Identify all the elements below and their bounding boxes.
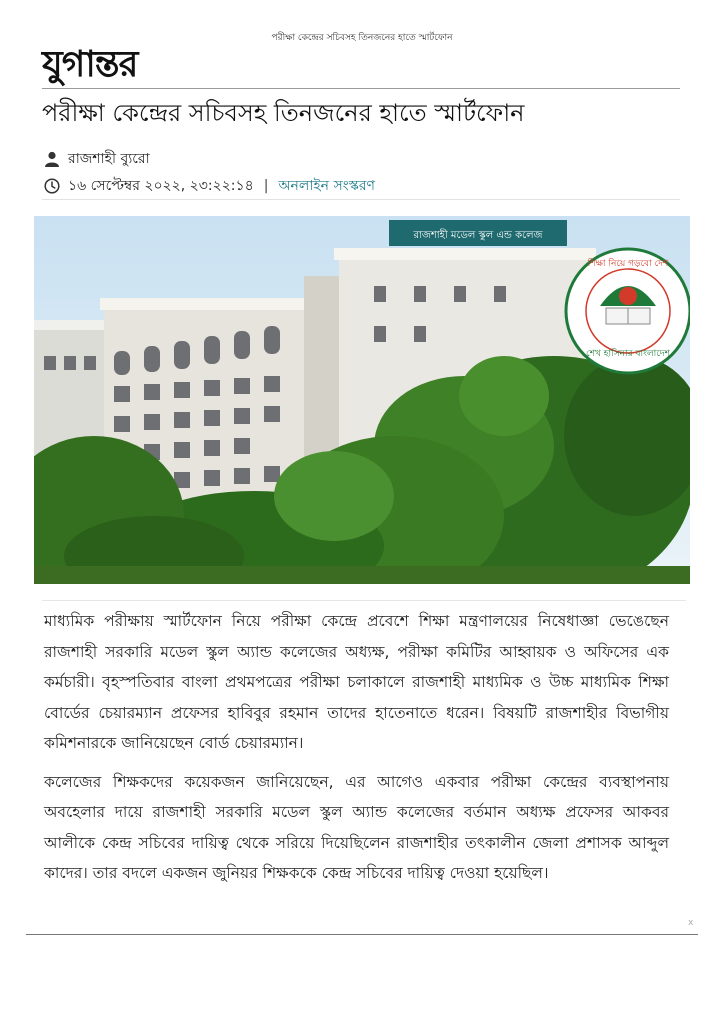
page-caption: পরীক্ষা কেন্দ্রের সচিবসহ তিনজনের হাতে স্মার্টফোন [271, 33, 453, 43]
footer-divider [26, 934, 698, 935]
photo-divider [42, 600, 686, 601]
article-headline: পরীক্ষা কেন্দ্রের সচিবসহ তিনজনের হাতে স্মার্টফোন [42, 99, 525, 127]
clock-icon [44, 178, 60, 194]
article-paragraph: কলেজের শিক্ষকদের কয়েকজন জানিয়েছেন, এর আগেও একবার পরীক্ষা কেন্দ্রের ব্যবস্থাপনায় অবহেলার দায়ে রাজশাহী সরকারি মডেল স্কুল অ্যান্ড কলেজের বর্তমান অধ্যক্ষ প্রফেসর আকবর আলীকে কেন্দ্র সচিবের দায়িত্ব থেকে সরিয়ে দিয়েছিলেন রাজশাহীর তৎকালীন জেলা প্রশাসক আব্দুল কাদের। তার বদলে একজন জুনিয়র শিক্ষককে কেন্দ্র সচিবের দায়িত্ব দেওয়া হয়েছিল। [44, 772, 669, 882]
article-paragraph: মাধ্যমিক পরীক্ষায় স্মার্টফোন নিয়ে পরীক্ষা কেন্দ্রে প্রবেশে শিক্ষা মন্ত্রণালয়ের নিষেধাজ্ঞা ভেঙেছেন রাজশাহী সরকারি মডেল স্কুল অ্যান্ড কলেজের অধ্যক্ষ, পরীক্ষা কমিটির আহ্বায়ক ও অফিসের এক কর্মচারী। বৃহস্পতিবার বাংলা প্রথমপত্রের পরীক্ষা চলাকালে রাজশাহী মাধ্যমিক ও উচ্চ মাধ্যমিক শিক্ষা বোর্ডের চেয়ারম্যান প্রফেসর হাবিবুর রহমান তাদের হাতেনাতে ধরেন। বিষয়টি রাজশাহীর বিভাগীয় কমিশনারকে জানিয়েছেন বোর্ড চেয়ারম্যান। [44, 612, 669, 752]
user-icon [44, 151, 60, 167]
author-line [44, 147, 150, 171]
emblem-logo [566, 249, 690, 373]
close-icon[interactable]: x [688, 918, 694, 928]
author-name[interactable]: রাজশাহী ব্যুরো [68, 151, 150, 167]
article-photo [34, 216, 690, 584]
site-logo[interactable]: যুগান্তর [42, 43, 138, 85]
publish-datetime: ১৬ সেপ্টেম্বর ২০২২, ২৩:২২:১৪ [68, 178, 254, 194]
emblem-bottom-text: শেখ হাসিনার বাংলাদেশ [586, 349, 670, 359]
meta-divider [42, 199, 680, 200]
building-photo-illustration [34, 216, 690, 584]
emblem-top-text: শিক্ষা নিয়ে গড়বো দেশ [587, 259, 669, 269]
header-divider [42, 88, 680, 89]
date-line [44, 174, 375, 198]
online-edition-link[interactable]: অনলাইন সংস্করণ [278, 178, 375, 194]
meta-separator: | [263, 178, 269, 194]
article-body [44, 606, 669, 897]
building-sign-text: রাজশাহী মডেল স্কুল এন্ড কলেজ [413, 230, 543, 241]
